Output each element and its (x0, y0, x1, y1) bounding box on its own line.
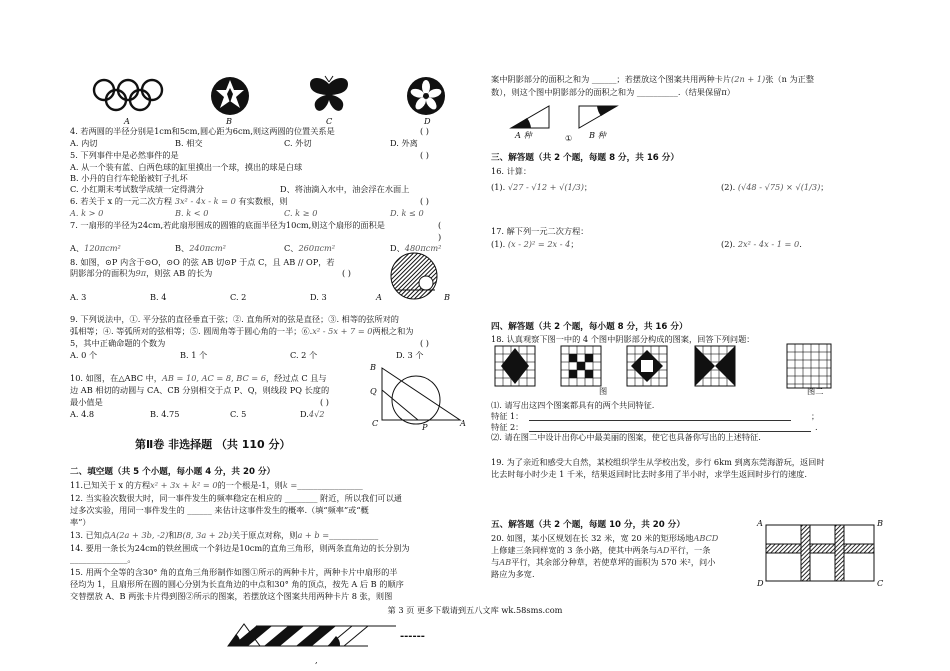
q20-line-2 (491, 545, 710, 555)
section-3-title: 三、解答题（共 2 个题，每题 8 分，共 16 分） (491, 153, 679, 163)
q11-text: 11.已知关于 x 的方程 (70, 480, 151, 490)
q10-lengths: AB = 10, AC = 8, BC = 6 (162, 373, 266, 383)
q15-card-b-figure (577, 104, 619, 130)
q15-line-1: 15. 用两个全等的含30° 角的直角三角形制作如图①所示的两种卡片，两种卡片中扇形的半 (70, 567, 398, 577)
q7-option-a (70, 243, 121, 253)
star-flower-emblem-icon (210, 76, 250, 116)
q5-paren: ( ) (420, 150, 429, 160)
q18-feature-1 (491, 411, 523, 421)
q14-line-2: ______________。 (70, 554, 136, 564)
q17-part-2-end: . (799, 239, 802, 249)
q15-line-5: 数），则这个图中阴影部分的面积之和为 __________.（结果保留π） (491, 87, 735, 97)
q9-option-d: D. 3 个 (396, 350, 424, 360)
q16-part-2 (721, 182, 829, 192)
q13-sum: a + b = (297, 530, 330, 540)
q18-figure-two-caption: 图二 (807, 386, 824, 396)
q9-option-b: B. 1 个 (180, 350, 208, 360)
q12-line-3: 率”） (70, 517, 91, 527)
q10-paren: ( ) (320, 397, 329, 407)
q6-stem (70, 196, 288, 206)
q15-line-3: 交替摆放 A、B 两张卡片得到图②所示的图案，若摆放这个图案共用两种卡片 8 张，则图 (70, 591, 393, 601)
q11-text-2: 的一个根是-1，则 (217, 480, 283, 490)
section-2-title: 二、填空题（共 5 个小题，每小题 4 分，共 20 分） (70, 467, 276, 477)
q7-option-c-value: 260πcm² (298, 243, 336, 253)
section-4-title: 四、解答题（共 2 个题，每小题 8 分，共 16 分） (491, 322, 688, 332)
q20-line-1 (491, 533, 718, 543)
section-5-title: 五、解答题（共 2 个题，每题 10 分，共 20 分） (491, 520, 685, 530)
q8-option-a: A. 3 (70, 292, 87, 302)
q10-option-d (300, 409, 325, 419)
q17-part-2-expr: 2x² - 4x - 1 = 0 (737, 239, 800, 249)
q9-stem-3: 5，其中正确命题的个数为 (70, 338, 166, 348)
q7-option-d-label: D、 (390, 243, 405, 253)
q16-part-2-num: (2). (721, 182, 736, 192)
q11-k: k = (282, 480, 298, 490)
q15-figure-two-strip (228, 624, 398, 648)
q9-text-2: 两根之和为 (372, 326, 414, 336)
q14-line-1: 14. 要用一条长为24cm的铁丝围成一个斜边是10cm的直角三角形，则两条直角边的长分别为 (70, 543, 410, 553)
q13 (70, 530, 378, 540)
q17-part-1-expr: (x - 2)² = 2x - 4 (507, 239, 571, 249)
q13-text-3: 关于原点对称，则 (231, 530, 298, 540)
q6-text: 6. 若关于 x 的一元二次方程 (70, 196, 173, 206)
q9-option-a: A. 0 个 (70, 350, 98, 360)
q16-stem: 16. 计算： (491, 166, 532, 176)
q4-paren: ( ) (420, 126, 429, 136)
q11-equation: x² + 3x + k² = 0 (150, 480, 218, 490)
q16-part-1 (491, 182, 592, 192)
icon-label-c: C (326, 116, 333, 126)
q18-figure-one-caption: 图 (599, 386, 608, 396)
q17-stem: 17. 解下列一元二次方程： (491, 226, 589, 236)
q20-line-2-text-2: 平行，一条 (669, 545, 711, 555)
q15-card-b-label: B 种 (589, 130, 606, 140)
q10-option-b: B. 4.75 (150, 409, 180, 419)
q20-line-2-text: 上修建三条同样宽的 3 条小路，使其中两条与 (491, 545, 657, 555)
q16-part-1-expr: √27 - √12 + √(1/3) (507, 182, 584, 192)
q6-option-c: C. k ≥ 0 (284, 208, 318, 218)
q15-line-4-text: 案中阴影部分的面积之和为 ______；若摆放这个图案共用两种卡片 (491, 74, 732, 84)
q13-text: 13. 已知点 (70, 530, 111, 540)
q18-sub-2: ⑵. 请在图二中设计出你心中最美丽的图案，使它也具备你写出的上述特征. (491, 432, 761, 442)
q10-fig-label-a: A (460, 418, 466, 428)
q17-part-1-end: ； (570, 239, 579, 249)
q6-option-d: D. k ≤ 0 (390, 208, 424, 218)
q7-option-b (175, 243, 226, 253)
q18-figure-one (495, 346, 739, 386)
q15-line-2: 径均为 1，且扇形所在圆的圆心分别为长直角边的中点和30° 角的顶点，按先 A 后 B 的顺序 (70, 579, 404, 589)
q20-ad: AD (656, 545, 670, 555)
icon-label-a: A (124, 116, 130, 126)
q9-paren: ( ) (420, 338, 429, 348)
q8-circle-figure (380, 252, 450, 304)
page-footer: 第 3 页 更多下载请到五八文库 wk.58sms.com (387, 605, 563, 615)
q4-option-a: A. 内切 (70, 138, 98, 148)
q8-stem-2 (70, 268, 212, 278)
q8-option-b: B. 4 (150, 292, 167, 302)
q18-feature-1-input[interactable] (529, 420, 791, 421)
q16-part-1-end: ； (583, 182, 593, 192)
q9-option-c: C. 2 个 (290, 350, 318, 360)
olympic-rings-icon (92, 78, 164, 112)
q17-part-1 (491, 239, 579, 249)
q20-line-1-text: 20. 如图，某小区规划在长 32 米，宽 20 米的矩形场地 (491, 533, 694, 543)
q20-fig-label-d: D (757, 578, 764, 588)
q10-stem-1 (70, 373, 327, 383)
q15-line-4 (491, 74, 814, 84)
q6-option-a: A. k > 0 (70, 208, 104, 218)
q18-stem: 18. 认真观察下图一中的 4 个图中阴影部分构成的图案，回答下列问题： (491, 334, 755, 344)
q20-fig-label-b: B (877, 518, 884, 528)
q18-feature-1-end: ； (811, 411, 820, 421)
butterfly-icon (308, 76, 350, 114)
q5-option-a: A. 从一个装有蓝、白两色球的缸里摸出一个球，摸出的球是白球 (70, 162, 303, 172)
q19-line-1: 19. 为了亲近和感受大自然，某校组织学生从学校出发，步行 6km 到离东莞海游玩，返回时 (491, 457, 825, 467)
bauhinia-emblem-icon (406, 76, 446, 116)
q7-option-d-value: 480πcm² (404, 243, 442, 253)
q13-point-b: B(8, 3a + 2b) (176, 530, 232, 540)
q20-rect-name: ABCD (693, 533, 719, 543)
q9-stem-1: 9. 下列说法中，①. 平分弦的直径垂直于弦；②. 直角所对的弦是直径；③. 相等的弦所对的 (70, 314, 399, 324)
q8-text-2: ，则弦 AB 的长为 (146, 268, 213, 278)
q17-part-2 (721, 239, 802, 249)
q7-option-c-label: C、 (284, 243, 299, 253)
q20-line-3 (491, 557, 715, 567)
q13-blank[interactable]: ____________ (329, 530, 379, 540)
q10-fig-label-c: C (372, 418, 379, 428)
q6-text-2: 有实数根，则 (238, 196, 288, 206)
q18-feature-2 (491, 422, 523, 432)
q16-part-2-expr: (√48 - √75) × √(1/3) (737, 182, 821, 192)
q8-fig-label-a: A (376, 292, 382, 302)
q18-figure-two-grid[interactable] (787, 344, 831, 388)
q10-triangle-figure (378, 364, 464, 426)
q7-option-c (284, 243, 335, 253)
q7-option-b-label: B、 (175, 243, 190, 253)
q7-option-b-value: 240πcm² (189, 243, 226, 253)
q10-fig-label-b: B (370, 362, 377, 372)
part2-title: 第Ⅱ卷 非选择题 （共 110 分） (135, 438, 291, 451)
q8-text: 阴影部分的面积为 (70, 268, 136, 278)
q9-text: 弧相等；④. 等弧所对的弦相等；⑤. 圆周角等于圆心角的一半；⑥. (70, 326, 313, 336)
q13-text-2: 和 (168, 530, 177, 540)
q5-option-d: D、将油滴入水中，油会浮在水面上 (280, 184, 410, 194)
q10-stem-3: 最小值是 (70, 397, 103, 407)
q11-blank[interactable]: ________________ (297, 480, 363, 490)
q7-paren-close: ) (438, 232, 442, 242)
q10-text-2: ，经过点 C 且与 (265, 373, 327, 383)
q18-feature-2-end: . (815, 422, 818, 432)
q10-fig-label-q: Q (370, 386, 377, 396)
q20-fig-label-c: C (877, 578, 884, 588)
q6-option-b: B. k < 0 (175, 208, 209, 218)
q15-card-a-label: A 种 (515, 130, 532, 140)
q15-card-a-figure (509, 104, 551, 130)
icon-label-d: D (424, 116, 431, 126)
q18-sub-1: ⑴. 请写出这四个图案都具有的两个共同特征. (491, 400, 655, 410)
q5-stem: 5. 下列事件中是必然事件的是 (70, 150, 179, 160)
q10-option-c: C. 5 (230, 409, 247, 419)
q17-part-1-num: (1). (491, 239, 506, 249)
q8-area: 9π (135, 268, 147, 278)
q10-option-d-label: D. (300, 409, 309, 419)
q18-feature-1-label: 特征 1： (491, 411, 524, 421)
q17-part-2-num: (2). (721, 239, 736, 249)
q19-line-2: 比去时每小时少走 1 千米，结果返回时比去时多用了半小时，求学生返回时步行的速度. (491, 469, 807, 479)
q10-fig-label-p: P (422, 422, 428, 432)
q10-text: 10. 如图，在△ABC 中， (70, 373, 162, 383)
q8-option-c: C. 2 (230, 292, 247, 302)
q12-line-2: 过多次实验，用同一事件发生的 ______ 来估计这事件发生的概率.（填“频率”或“概 (70, 505, 369, 515)
q4-option-d: D. 外离 (390, 138, 418, 148)
strip-dashes: ------ (400, 631, 425, 642)
q15-fig1-label: ① (565, 133, 573, 143)
q8-stem-1: 8. 如图，⊙P 内含于⊙O，⊙O 的弦 AB 切⊙P 于点 C，且 AB // OP，若 (70, 257, 335, 267)
q5-option-b: B. 小丹的自行车轮胎被钉子扎坏 (70, 173, 188, 183)
q20-line-4: 路应为多宽. (491, 569, 535, 579)
q9-stem-2 (70, 326, 413, 336)
q15-card-count: (2n + 1) (731, 74, 766, 84)
q7-paren: ( (438, 220, 442, 230)
q10-option-a: A. 4.8 (70, 409, 95, 419)
stray-comma: , (315, 655, 318, 665)
q9-equation: x² - 5x + 7 = 0 (312, 326, 373, 336)
q20-fig-label-a: A (757, 518, 763, 528)
icon-label-b: B (226, 116, 233, 126)
q7-option-a-label: A、 (70, 243, 85, 253)
q8-fig-label-b: B (444, 292, 451, 302)
q16-part-2-end: ； (820, 182, 829, 192)
q5-option-c: C. 小红期末考试数学成绩一定得满分 (70, 184, 204, 194)
q13-point-a: A(2a + 3b, -2) (110, 530, 169, 540)
q4-stem: 4. 若两圆的半径分别是1cm和5cm,圆心距为6cm,则这两圆的位置关系是 (70, 126, 335, 136)
q10-stem-2: 边 AB 相切的动圆与 CA、CB 分别相交于点 P、Q，则线段 PQ 长度的 (70, 385, 330, 395)
q10-option-d-value: 4√2 (308, 409, 325, 419)
q8-option-d: D. 3 (310, 292, 327, 302)
q4-option-c: C. 外切 (284, 138, 312, 148)
q12-line-1: 12. 当实验次数很大时，同一事件发生的频率稳定在相应的 ________ 附近，所以我们可以通 (70, 493, 402, 503)
q7-stem: 7. 一扇形的半径为24cm,若此扇形围成的圆锥的底面半径为10cm,则这个扇形的面积是 (70, 220, 385, 230)
q16-part-1-num: (1). (491, 182, 506, 192)
q20-line-3-text-2: 平行，其余部分种草，若使草坪的面积为 570 米²，问小 (511, 557, 716, 567)
q11 (70, 480, 363, 490)
q4-option-b: B. 相交 (175, 138, 203, 148)
q6-paren: ( ) (420, 196, 429, 206)
q18-feature-2-label: 特征 2： (491, 422, 524, 432)
q15-line-4-text-2: 张（n 为正整 (765, 74, 815, 84)
q8-paren: ( ) (342, 268, 351, 278)
q20-field-figure (765, 524, 875, 582)
q20-line-3-text: 与 (491, 557, 500, 567)
q7-option-a-value: 120πcm² (84, 243, 121, 253)
q6-equation: 3x² - 4x - k = 0 (174, 196, 236, 206)
q20-ab: AB (499, 557, 512, 567)
